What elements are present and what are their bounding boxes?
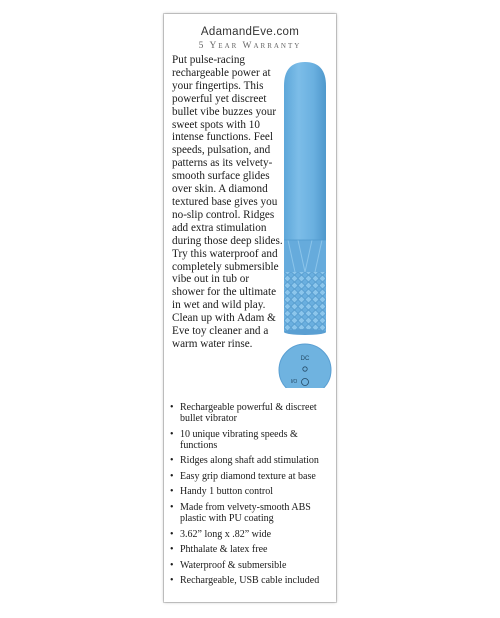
diamond-texture — [284, 272, 326, 332]
list-item: • Rechargeable, USB cable included — [170, 575, 336, 586]
io-label: I/O — [290, 379, 298, 385]
site-name: AdamandEve.com — [200, 26, 300, 38]
list-item: • 3.62” long x .82” wide — [170, 529, 336, 540]
vibrator-ridges — [284, 240, 326, 272]
list-item: • Phthalate & latex free — [170, 544, 336, 555]
list-item: • Handy 1 button control — [170, 486, 336, 497]
list-item: • Made from velvety-smooth ABS plastic with PU coating — [170, 502, 336, 524]
vibrator-base-button — [279, 344, 331, 388]
list-item: • Waterproof & submersible — [170, 560, 336, 571]
feature-list — [170, 402, 336, 591]
list-item: • 10 unique vibrating speeds & functions — [170, 429, 336, 451]
product-image — [270, 58, 340, 388]
warranty-label: 5 Year Warranty — [198, 41, 302, 51]
dc-label: DC — [300, 356, 310, 362]
list-item: • Easy grip diamond texture at base — [170, 471, 336, 482]
vibrator-body — [284, 62, 326, 240]
list-item: • Rechargeable powerful & discreet bullet vibrator — [170, 402, 336, 424]
product-card — [164, 14, 336, 602]
list-item: • Ridges along shaft add stimulation — [170, 455, 336, 466]
product-description: Put pulse-racing rechargeable power at your fingertips. This powerful yet discreet bullet vibe buzzes your sweet spots with 10 intense functions. Feel speeds, pulsation, and patterns as its velvety-smooth surface glides over skin. A diamond textured base gives you no-slip control. Ridges add extra stimulation during those deep slides. Try this waterproof and completely submersible vibe out in tub or shower for the ultimate in wet and wild play. Clean up with Adam & Eve toy cleaner and a warm water rinse. — [172, 54, 283, 350]
